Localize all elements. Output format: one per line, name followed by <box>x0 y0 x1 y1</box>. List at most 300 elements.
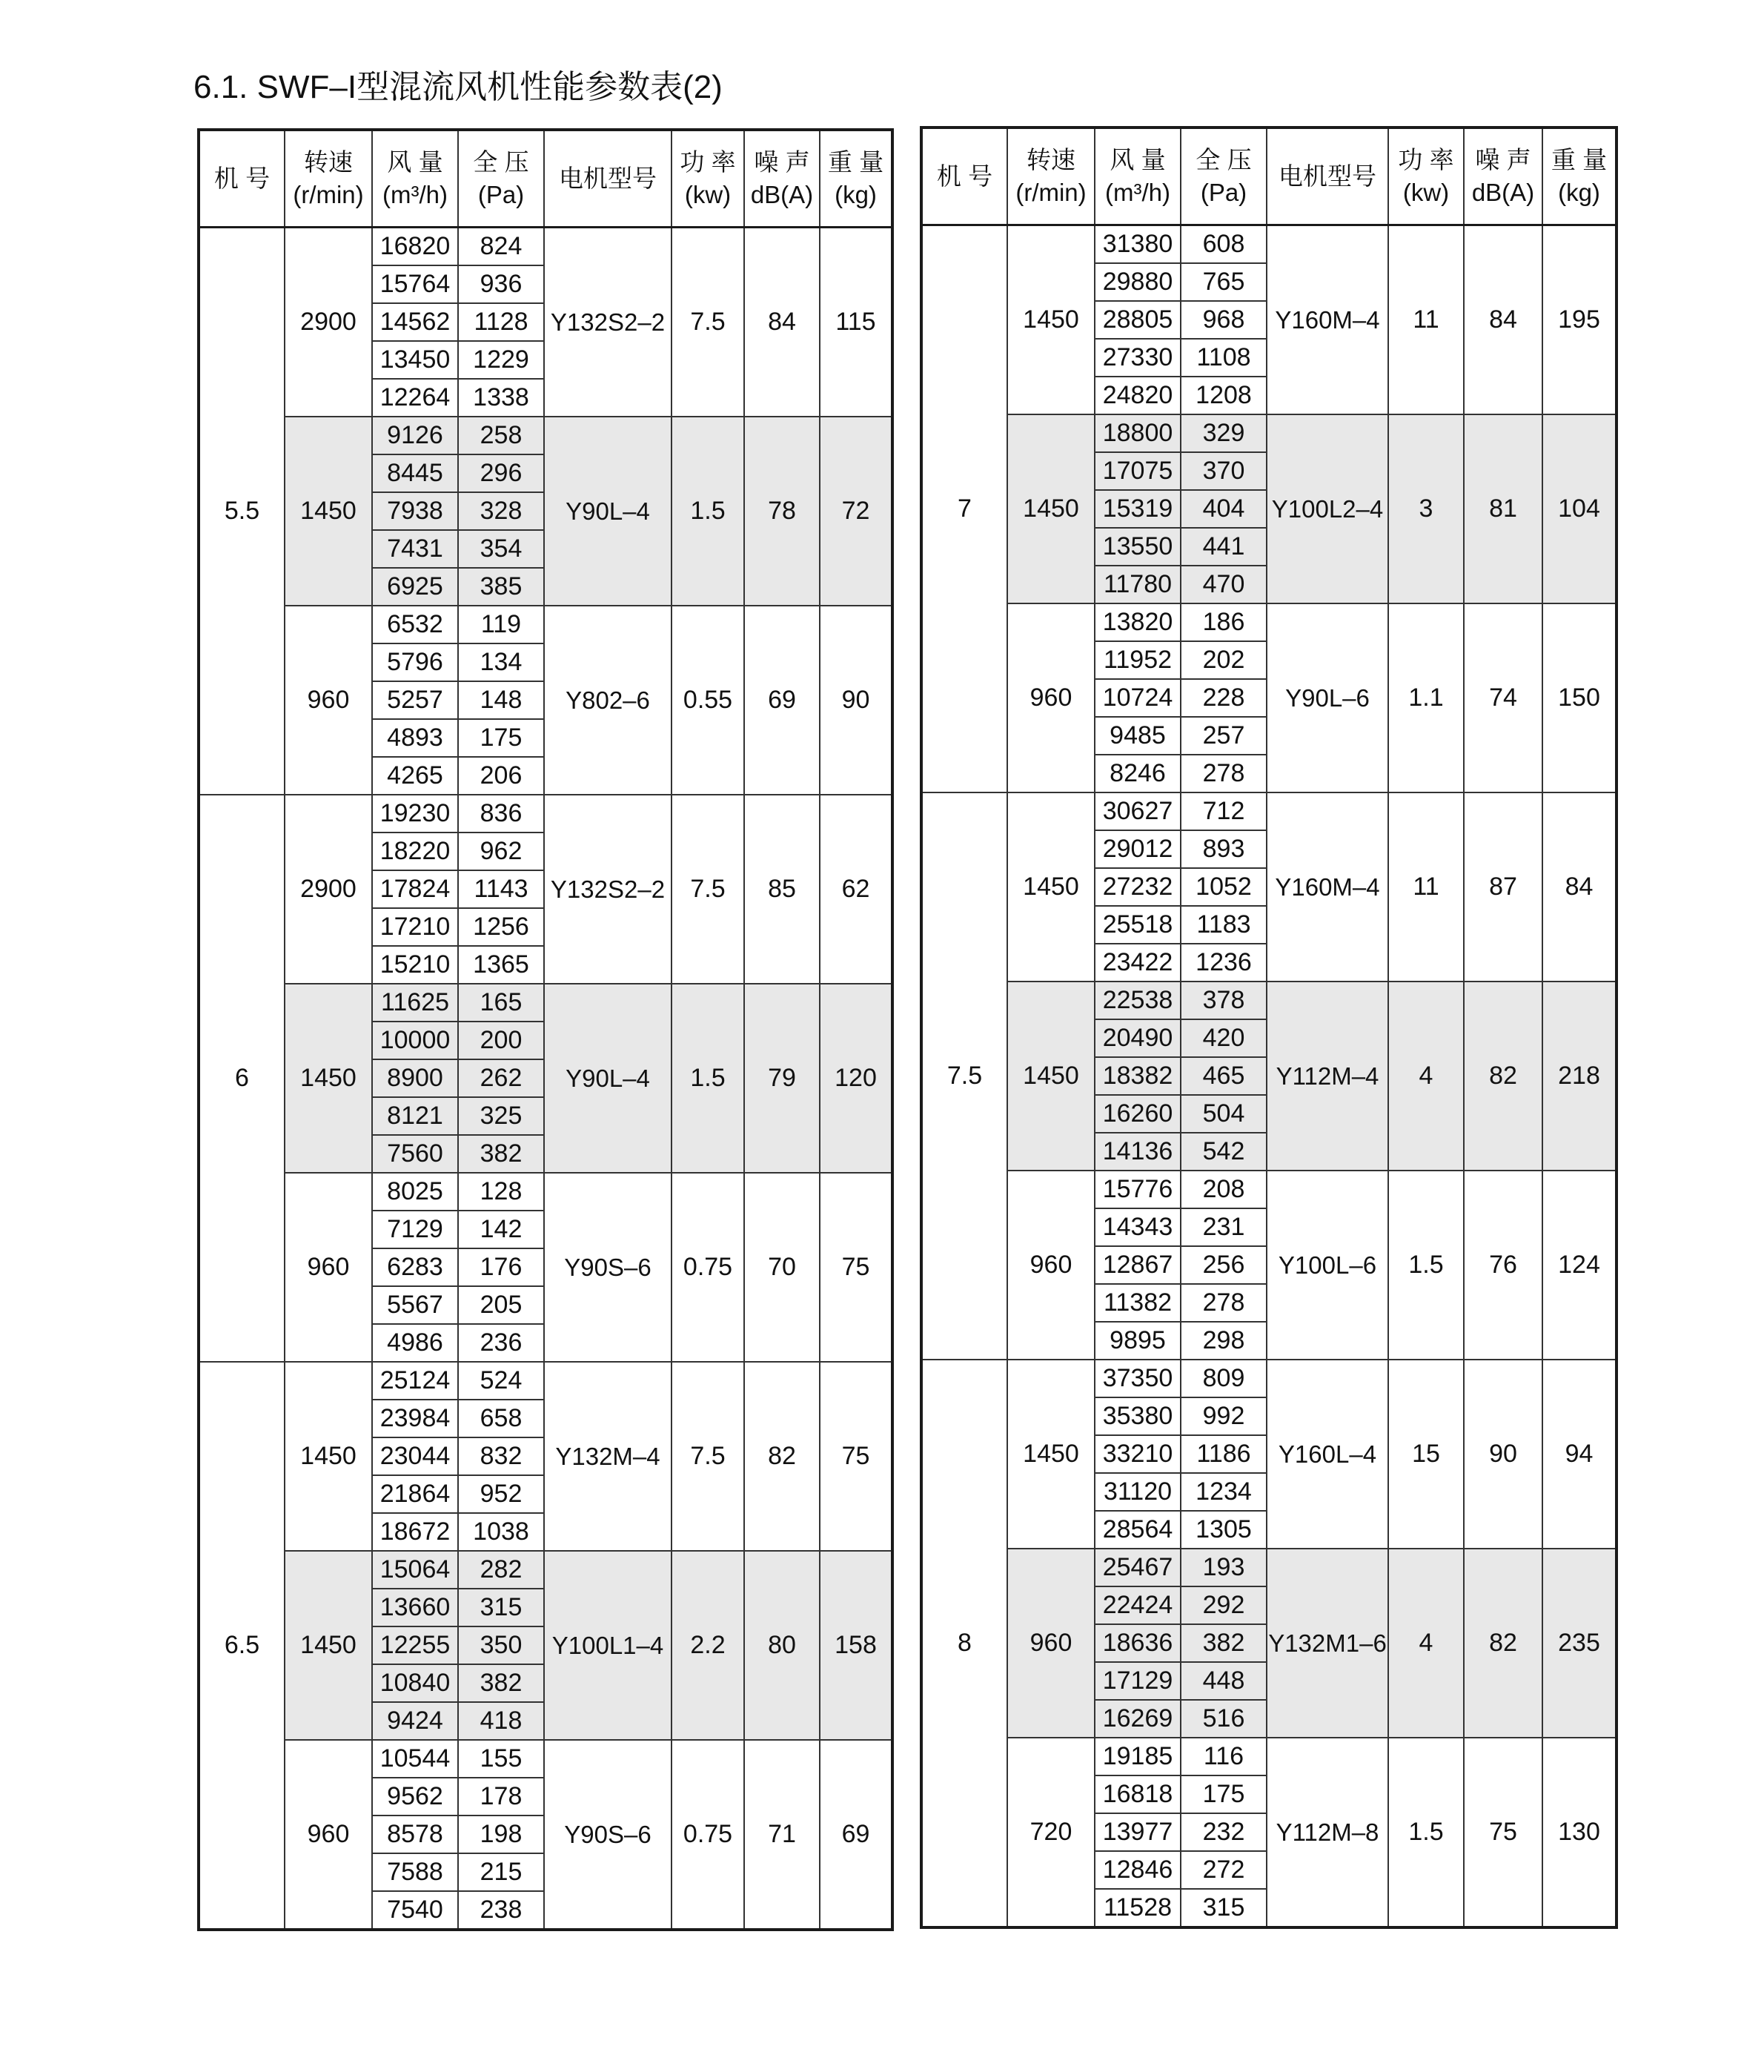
flow-cell: 18672 <box>372 1513 458 1551</box>
noise-cell: 74 <box>1464 603 1542 792</box>
noise-cell: 76 <box>1464 1171 1542 1360</box>
pressure-cell: 1256 <box>458 908 544 946</box>
weight-cell: 235 <box>1542 1549 1617 1738</box>
header-pressure <box>458 130 544 228</box>
flow-cell: 15319 <box>1095 490 1181 528</box>
pressure-cell: 228 <box>1181 679 1267 717</box>
flow-cell: 29012 <box>1095 830 1181 868</box>
speed-cell: 720 <box>1007 1738 1095 1927</box>
speed-cell: 1450 <box>1007 225 1095 415</box>
pressure-cell: 178 <box>458 1778 544 1816</box>
flow-cell: 8900 <box>372 1059 458 1097</box>
table-row <box>921 1360 1617 1397</box>
flow-cell: 19185 <box>1095 1738 1181 1775</box>
weight-cell: 115 <box>820 228 892 417</box>
flow-cell: 27232 <box>1095 868 1181 906</box>
header-weight <box>820 130 892 228</box>
speed-cell: 1450 <box>285 1362 372 1551</box>
flow-cell: 13977 <box>1095 1813 1181 1851</box>
flow-cell: 11382 <box>1095 1284 1181 1322</box>
flow-cell: 7431 <box>372 530 458 568</box>
weight-cell: 104 <box>1542 414 1617 603</box>
noise-cell: 82 <box>1464 1549 1542 1738</box>
speed-cell: 960 <box>1007 1171 1095 1360</box>
speed-cell: 960 <box>285 1740 372 1930</box>
table-row <box>921 414 1617 452</box>
flow-cell: 13450 <box>372 341 458 379</box>
pressure-cell: 134 <box>458 643 544 681</box>
pressure-cell: 238 <box>458 1891 544 1930</box>
pressure-cell: 208 <box>1181 1171 1267 1208</box>
pressure-cell: 385 <box>458 568 544 606</box>
flow-cell: 17075 <box>1095 452 1181 490</box>
noise-cell: 84 <box>744 228 820 417</box>
pressure-cell: 809 <box>1181 1360 1267 1397</box>
pressure-cell: 328 <box>458 492 544 530</box>
flow-cell: 27330 <box>1095 339 1181 377</box>
motor-model-cell: Y90S–6 <box>544 1740 672 1930</box>
pressure-cell: 712 <box>1181 792 1267 830</box>
speed-cell: 1450 <box>1007 414 1095 603</box>
pressure-cell: 1234 <box>1181 1473 1267 1511</box>
pressure-cell: 382 <box>458 1135 544 1173</box>
table-row <box>199 984 892 1022</box>
flow-cell: 25518 <box>1095 906 1181 944</box>
pressure-cell: 215 <box>458 1853 544 1891</box>
pressure-cell: 1128 <box>458 303 544 341</box>
flow-cell: 6532 <box>372 606 458 643</box>
flow-cell: 21864 <box>372 1475 458 1513</box>
flow-cell: 13660 <box>372 1589 458 1626</box>
pressure-cell: 418 <box>458 1702 544 1740</box>
flow-cell: 10000 <box>372 1022 458 1059</box>
pressure-cell: 1108 <box>1181 339 1267 377</box>
flow-cell: 20490 <box>1095 1019 1181 1057</box>
power-cell: 7.5 <box>672 1362 744 1551</box>
table-row <box>199 1362 892 1400</box>
flow-cell: 4265 <box>372 757 458 795</box>
flow-cell: 9424 <box>372 1702 458 1740</box>
header-flow-unit: (m³/h) <box>1105 179 1170 206</box>
power-cell: 11 <box>1388 225 1464 415</box>
pressure-cell: 441 <box>1181 528 1267 566</box>
pressure-cell: 298 <box>1181 1322 1267 1360</box>
flow-cell: 12255 <box>372 1626 458 1664</box>
pressure-cell: 272 <box>1181 1851 1267 1889</box>
speed-cell: 1450 <box>1007 1360 1095 1549</box>
noise-cell: 84 <box>1464 225 1542 415</box>
pressure-cell: 186 <box>1181 603 1267 641</box>
speed-cell: 960 <box>1007 1549 1095 1738</box>
flow-cell: 10544 <box>372 1740 458 1778</box>
pressure-cell: 202 <box>1181 641 1267 679</box>
flow-cell: 11625 <box>372 984 458 1022</box>
pressure-cell: 504 <box>1181 1095 1267 1133</box>
weight-cell: 90 <box>820 606 892 795</box>
flow-cell: 9562 <box>372 1778 458 1816</box>
power-cell: 0.55 <box>672 606 744 795</box>
pressure-cell: 256 <box>1181 1246 1267 1284</box>
header-pressure-label: 全 压 <box>1196 146 1252 173</box>
performance-table-left <box>197 128 894 1931</box>
speed-cell: 1450 <box>285 984 372 1173</box>
header-noise <box>1464 128 1542 225</box>
header-pressure <box>1181 128 1267 225</box>
noise-cell: 69 <box>744 606 820 795</box>
power-cell: 0.75 <box>672 1740 744 1930</box>
motor-model-cell: Y100L–6 <box>1267 1171 1388 1360</box>
power-cell: 3 <box>1388 414 1464 603</box>
flow-cell: 13820 <box>1095 603 1181 641</box>
pressure-cell: 1208 <box>1181 377 1267 414</box>
flow-cell: 31380 <box>1095 225 1181 264</box>
noise-cell: 90 <box>1464 1360 1542 1549</box>
power-cell: 15 <box>1388 1360 1464 1549</box>
motor-model-cell: Y132M–4 <box>544 1362 672 1551</box>
pressure-cell: 1186 <box>1181 1435 1267 1473</box>
weight-cell: 130 <box>1542 1738 1617 1927</box>
flow-cell: 25124 <box>372 1362 458 1400</box>
flow-cell: 13550 <box>1095 528 1181 566</box>
pressure-cell: 176 <box>458 1248 544 1286</box>
flow-cell: 16260 <box>1095 1095 1181 1133</box>
power-cell: 7.5 <box>672 795 744 984</box>
table-row <box>921 1171 1617 1208</box>
header-weight-unit: (kg) <box>1558 179 1600 206</box>
pressure-cell: 119 <box>458 606 544 643</box>
header-power-unit: (kw) <box>684 181 732 208</box>
power-cell: 1.1 <box>1388 603 1464 792</box>
flow-cell: 16269 <box>1095 1700 1181 1738</box>
pressure-cell: 354 <box>458 530 544 568</box>
pressure-cell: 936 <box>458 265 544 303</box>
header-pressure-label: 全 压 <box>473 148 529 176</box>
power-cell: 1.5 <box>672 984 744 1173</box>
fan-number-cell: 7.5 <box>921 792 1007 1360</box>
header-flow-label: 风 量 <box>387 148 443 176</box>
pressure-cell: 175 <box>1181 1775 1267 1813</box>
power-cell: 11 <box>1388 792 1464 982</box>
pressure-cell: 524 <box>458 1362 544 1400</box>
flow-cell: 8025 <box>372 1173 458 1211</box>
speed-cell: 960 <box>1007 603 1095 792</box>
noise-cell: 80 <box>744 1551 820 1740</box>
weight-cell: 150 <box>1542 603 1617 792</box>
header-flow <box>372 130 458 228</box>
flow-cell: 6925 <box>372 568 458 606</box>
flow-cell: 6283 <box>372 1248 458 1286</box>
pressure-cell: 516 <box>1181 1700 1267 1738</box>
pressure-cell: 542 <box>1181 1133 1267 1171</box>
flow-cell: 18636 <box>1095 1624 1181 1662</box>
table-header <box>921 128 1617 225</box>
pressure-cell: 206 <box>458 757 544 795</box>
flow-cell: 18220 <box>372 833 458 870</box>
header-power <box>672 130 744 228</box>
table-row <box>921 1549 1617 1586</box>
header-motor-label: 电机型号 <box>559 165 657 192</box>
power-cell: 1.5 <box>672 417 744 606</box>
header-fan-no-label: 机 号 <box>936 162 993 190</box>
header-motor-label: 电机型号 <box>1279 162 1376 190</box>
pressure-cell: 968 <box>1181 301 1267 339</box>
flow-cell: 8445 <box>372 454 458 492</box>
header-speed <box>1007 128 1095 225</box>
table-row <box>921 1738 1617 1775</box>
table-row <box>199 606 892 643</box>
header-fan-no <box>199 130 285 228</box>
pressure-cell: 236 <box>458 1324 544 1362</box>
fan-number-cell: 6 <box>199 795 285 1362</box>
speed-cell: 960 <box>285 1173 372 1362</box>
weight-cell: 75 <box>820 1362 892 1551</box>
performance-table-right <box>920 126 1618 1929</box>
header-speed-unit: (r/min) <box>1015 179 1087 206</box>
speed-cell: 1450 <box>285 1551 372 1740</box>
power-cell: 0.75 <box>672 1173 744 1362</box>
flow-cell: 28564 <box>1095 1511 1181 1549</box>
flow-cell: 28805 <box>1095 301 1181 339</box>
noise-cell: 85 <box>744 795 820 984</box>
flow-cell: 19230 <box>372 795 458 833</box>
pressure-cell: 382 <box>1181 1624 1267 1662</box>
flow-cell: 5567 <box>372 1286 458 1324</box>
pressure-cell: 198 <box>458 1816 544 1853</box>
flow-cell: 7588 <box>372 1853 458 1891</box>
table-body <box>199 228 892 1930</box>
motor-model-cell: Y160M–4 <box>1267 792 1388 982</box>
flow-cell: 22538 <box>1095 982 1181 1019</box>
noise-cell: 70 <box>744 1173 820 1362</box>
motor-model-cell: Y802–6 <box>544 606 672 795</box>
flow-cell: 12846 <box>1095 1851 1181 1889</box>
pressure-cell: 470 <box>1181 566 1267 603</box>
pressure-cell: 404 <box>1181 490 1267 528</box>
header-speed <box>285 130 372 228</box>
power-cell: 7.5 <box>672 228 744 417</box>
flow-cell: 7540 <box>372 1891 458 1930</box>
flow-cell: 22424 <box>1095 1586 1181 1624</box>
header-flow-label: 风 量 <box>1110 146 1166 173</box>
header-noise <box>744 130 820 228</box>
table-row <box>199 1173 892 1211</box>
table-row <box>921 792 1617 830</box>
power-cell: 2.2 <box>672 1551 744 1740</box>
pressure-cell: 165 <box>458 984 544 1022</box>
noise-cell: 82 <box>744 1362 820 1551</box>
pressure-cell: 448 <box>1181 1662 1267 1700</box>
header-weight-unit: (kg) <box>835 181 877 208</box>
table-row <box>921 603 1617 641</box>
pressure-cell: 992 <box>1181 1397 1267 1435</box>
pressure-cell: 258 <box>458 417 544 454</box>
pressure-cell: 952 <box>458 1475 544 1513</box>
flow-cell: 14562 <box>372 303 458 341</box>
page-title: 6.1. SWF–I型混流风机性能参数表(2) <box>193 69 723 105</box>
weight-cell: 124 <box>1542 1171 1617 1360</box>
header-power-label: 功 率 <box>680 148 736 176</box>
table-row <box>199 1551 892 1589</box>
flow-cell: 30627 <box>1095 792 1181 830</box>
pressure-cell: 465 <box>1181 1057 1267 1095</box>
pressure-cell: 257 <box>1181 717 1267 755</box>
pressure-cell: 315 <box>1181 1889 1267 1927</box>
header-speed-label: 转速 <box>304 148 353 176</box>
pressure-cell: 608 <box>1181 225 1267 264</box>
flow-cell: 10840 <box>372 1664 458 1702</box>
flow-cell: 14343 <box>1095 1208 1181 1246</box>
flow-cell: 35380 <box>1095 1397 1181 1435</box>
weight-cell: 62 <box>820 795 892 984</box>
weight-cell: 72 <box>820 417 892 606</box>
header-power <box>1388 128 1464 225</box>
motor-model-cell: Y100L2–4 <box>1267 414 1388 603</box>
weight-cell: 120 <box>820 984 892 1173</box>
fan-number-cell: 8 <box>921 1360 1007 1927</box>
header-row <box>199 130 892 228</box>
flow-cell: 9895 <box>1095 1322 1181 1360</box>
pressure-cell: 142 <box>458 1211 544 1248</box>
flow-cell: 7560 <box>372 1135 458 1173</box>
table-body <box>921 225 1617 1928</box>
table-row <box>199 795 892 833</box>
flow-cell: 25467 <box>1095 1549 1181 1586</box>
motor-model-cell: Y112M–4 <box>1267 982 1388 1171</box>
pressure-cell: 292 <box>1181 1586 1267 1624</box>
flow-cell: 24820 <box>1095 377 1181 414</box>
weight-cell: 195 <box>1542 225 1617 415</box>
flow-cell: 8578 <box>372 1816 458 1853</box>
flow-cell: 16820 <box>372 228 458 266</box>
motor-model-cell: Y132M1–6 <box>1267 1549 1388 1738</box>
pressure-cell: 148 <box>458 681 544 719</box>
weight-cell: 218 <box>1542 982 1617 1171</box>
pressure-cell: 232 <box>1181 1813 1267 1851</box>
flow-cell: 11528 <box>1095 1889 1181 1927</box>
pressure-cell: 420 <box>1181 1019 1267 1057</box>
table-row <box>921 225 1617 264</box>
header-weight-label: 重 量 <box>827 148 884 176</box>
fan-number-cell: 6.5 <box>199 1362 285 1930</box>
flow-cell: 4893 <box>372 719 458 757</box>
flow-cell: 23984 <box>372 1400 458 1437</box>
pressure-cell: 329 <box>1181 414 1267 452</box>
flow-cell: 15210 <box>372 946 458 984</box>
header-speed-label: 转速 <box>1027 146 1075 173</box>
header-noise-label: 噪 声 <box>754 148 810 176</box>
flow-cell: 5796 <box>372 643 458 681</box>
pressure-cell: 278 <box>1181 1284 1267 1322</box>
speed-cell: 960 <box>285 606 372 795</box>
pressure-cell: 1236 <box>1181 944 1267 982</box>
pressure-cell: 200 <box>458 1022 544 1059</box>
pressure-cell: 205 <box>458 1286 544 1324</box>
fan-number-cell: 7 <box>921 225 1007 793</box>
power-cell: 4 <box>1388 1549 1464 1738</box>
noise-cell: 79 <box>744 984 820 1173</box>
header-noise-unit: dB(A) <box>1471 179 1535 206</box>
flow-cell: 15064 <box>372 1551 458 1589</box>
pressure-cell: 378 <box>1181 982 1267 1019</box>
header-speed-unit: (r/min) <box>293 181 364 208</box>
pressure-cell: 893 <box>1181 830 1267 868</box>
speed-cell: 1450 <box>1007 792 1095 982</box>
pressure-cell: 1038 <box>458 1513 544 1551</box>
flow-cell: 37350 <box>1095 1360 1181 1397</box>
table-row <box>199 228 892 266</box>
flow-cell: 7938 <box>372 492 458 530</box>
motor-model-cell: Y90S–6 <box>544 1173 672 1362</box>
flow-cell: 17129 <box>1095 1662 1181 1700</box>
speed-cell: 2900 <box>285 795 372 984</box>
pressure-cell: 155 <box>458 1740 544 1778</box>
pressure-cell: 1365 <box>458 946 544 984</box>
flow-cell: 11952 <box>1095 641 1181 679</box>
noise-cell: 71 <box>744 1740 820 1930</box>
pressure-cell: 296 <box>458 454 544 492</box>
pressure-cell: 231 <box>1181 1208 1267 1246</box>
pressure-cell: 824 <box>458 228 544 266</box>
pressure-cell: 1143 <box>458 870 544 908</box>
pressure-cell: 832 <box>458 1437 544 1475</box>
flow-cell: 10724 <box>1095 679 1181 717</box>
pressure-cell: 278 <box>1181 755 1267 792</box>
header-power-label: 功 率 <box>1398 146 1454 173</box>
header-fan-no-label: 机 号 <box>213 165 271 192</box>
flow-cell: 11780 <box>1095 566 1181 603</box>
header-weight <box>1542 128 1617 225</box>
table-row <box>199 1740 892 1778</box>
power-cell: 1.5 <box>1388 1171 1464 1360</box>
flow-cell: 17824 <box>372 870 458 908</box>
pressure-cell: 1183 <box>1181 906 1267 944</box>
header-motor <box>544 130 672 228</box>
weight-cell: 69 <box>820 1740 892 1930</box>
pressure-cell: 382 <box>458 1664 544 1702</box>
flow-cell: 12867 <box>1095 1246 1181 1284</box>
pressure-cell: 315 <box>458 1589 544 1626</box>
pressure-cell: 658 <box>458 1400 544 1437</box>
header-motor <box>1267 128 1388 225</box>
motor-model-cell: Y90L–4 <box>544 984 672 1173</box>
pressure-cell: 765 <box>1181 263 1267 301</box>
pressure-cell: 193 <box>1181 1549 1267 1586</box>
flow-cell: 18382 <box>1095 1057 1181 1095</box>
header-fan-no <box>921 128 1007 225</box>
motor-model-cell: Y132S2–2 <box>544 795 672 984</box>
noise-cell: 87 <box>1464 792 1542 982</box>
header-power-unit: (kw) <box>1402 179 1450 206</box>
flow-cell: 31120 <box>1095 1473 1181 1511</box>
header-flow <box>1095 128 1181 225</box>
motor-model-cell: Y90L–4 <box>544 417 672 606</box>
header-pressure-unit: (Pa) <box>1200 179 1247 206</box>
weight-cell: 94 <box>1542 1360 1617 1549</box>
motor-model-cell: Y160M–4 <box>1267 225 1388 415</box>
pressure-cell: 350 <box>458 1626 544 1664</box>
pressure-cell: 370 <box>1181 452 1267 490</box>
header-row <box>921 128 1617 225</box>
fan-number-cell: 5.5 <box>199 228 285 795</box>
pressure-cell: 282 <box>458 1551 544 1589</box>
flow-cell: 15776 <box>1095 1171 1181 1208</box>
noise-cell: 78 <box>744 417 820 606</box>
noise-cell: 75 <box>1464 1738 1542 1927</box>
flow-cell: 8121 <box>372 1097 458 1135</box>
motor-model-cell: Y90L–6 <box>1267 603 1388 792</box>
pressure-cell: 1052 <box>1181 868 1267 906</box>
noise-cell: 82 <box>1464 982 1542 1171</box>
